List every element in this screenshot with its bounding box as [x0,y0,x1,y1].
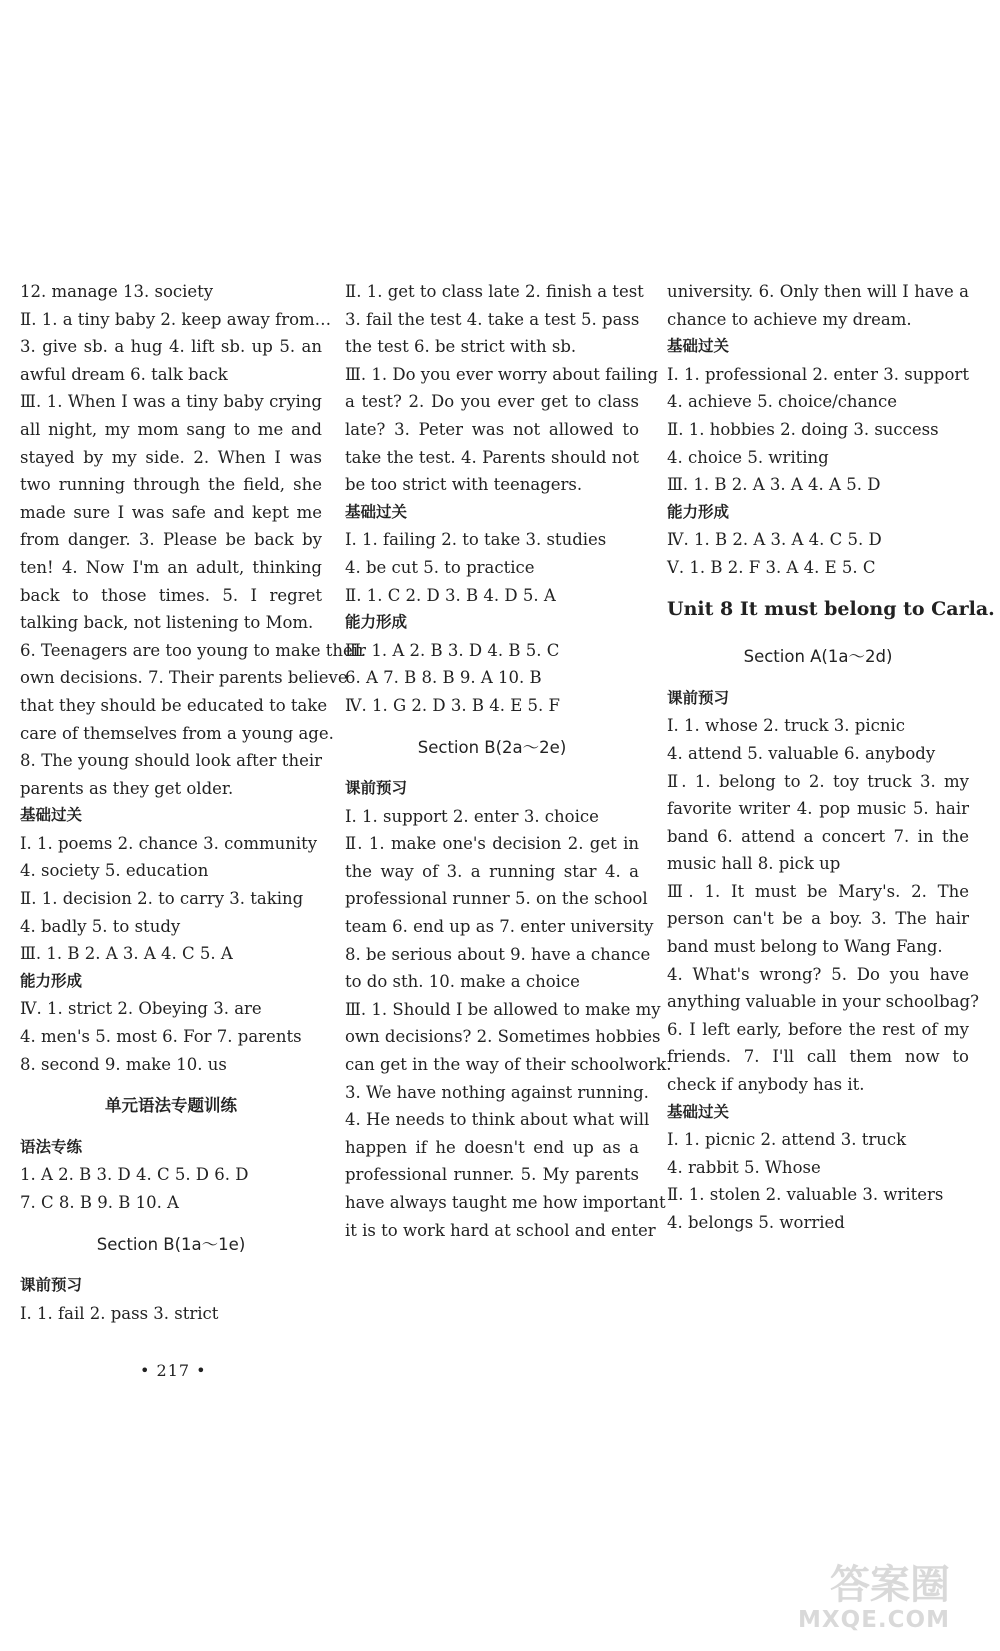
answer-line: friends. 7. I'll call them now to [667,1047,969,1067]
answer-line: 6. A 7. B 8. B 9. A 10. B [345,668,542,688]
spacer [345,761,639,775]
answer-line: stayed by my side. 2. When I was [20,447,322,467]
answer-line: all night, my mom sang to me and [20,419,322,439]
answer-line: 8. second 9. make 10. us [20,1054,227,1074]
answer-line: 3. We have nothing against running. [345,1082,649,1102]
answer-line: 4. rabbit 5. Whose [667,1157,821,1177]
section-heading: 语法专练 [20,1137,83,1156]
answer-line: Ⅱ. 1. get to class late 2. finish a test [345,282,644,301]
answer-line: band must belong to Wang Fang. [667,937,943,957]
answer-line: team 6. end up as 7. enter university [345,917,654,937]
section-title: Section B(2a～2e) [417,737,567,757]
answer-line: the test 6. be strict with sb. [345,337,577,357]
answer-line: take the test. 4. Parents should not [345,447,639,467]
section-title: 单元语法专题训练 [105,1096,237,1116]
answer-line: 4. be cut 5. to practice [345,557,535,577]
answer-line: 7. C 8. B 9. B 10. A [20,1193,179,1212]
section-heading: 课前预习 [345,779,408,798]
answer-line: 4. achieve 5. choice/chance [667,392,898,412]
answer-line: Ⅰ. 1. whose 2. truck 3. picnic [667,716,905,736]
answer-line: anything valuable in your schoolbag? [667,992,979,1012]
answer-line: happen if he doesn't end up as a [345,1137,639,1157]
answer-line: 8. be serious about 9. have a chance [345,944,651,964]
section-heading: 基础过关 [667,337,730,356]
section-heading: 基础过关 [20,806,83,825]
answer-line: 4. men's 5. most 6. For 7. parents [20,1027,302,1047]
answer-line: professional runner 5. on the school [345,889,648,909]
answer-line: care of themselves from a young age. [20,723,334,743]
answer-line: Ⅱ. 1. belong to 2. toy truck 3. my [667,771,969,791]
answer-line: Ⅱ. 1. stolen 2. valuable 3. writers [667,1185,944,1205]
answer-line: Ⅲ. 1. It must be Mary's. 2. The [667,881,969,901]
answer-line: Ⅱ. 1. decision 2. to carry 3. taking [20,889,304,909]
answer-line: ten! 4. Now I'm an adult, thinking [20,557,322,577]
spacer [20,1217,322,1231]
answer-line: 6. I left early, before the rest of my [667,1019,969,1039]
answer-line: 4. society 5. education [20,861,209,881]
answer-line: Ⅲ. 1. B 2. A 3. A 4. C 5. A [20,944,233,964]
spacer [20,1258,322,1272]
answer-line: 3. give sb. a hug 4. lift sb. up 5. an [20,337,322,357]
answer-line: chance to achieve my dream. [667,309,912,329]
answer-line: Ⅰ. 1. failing 2. to take 3. studies [345,530,607,550]
watermark-text: 答案圈 [830,1562,950,1608]
spacer [667,671,969,685]
answer-line: a test? 2. Do you ever get to class [345,392,639,412]
answer-line: Ⅰ. 1. fail 2. pass 3. strict [20,1303,219,1323]
answer-column-right [667,278,995,1237]
answer-line: be too strict with teenagers. [345,475,583,495]
answer-line: favorite writer 4. pop music 5. hair [667,799,969,819]
answer-line: Ⅰ. 1. professional 2. enter 3. support [667,364,969,384]
answer-line: own decisions? 2. Sometimes hobbies [345,1027,661,1047]
answer-line: Ⅲ. 1. B 2. A 3. A 4. A 5. D [667,475,881,495]
answer-line: Ⅲ. 1. A 2. B 3. D 4. B 5. C [345,640,560,660]
answer-line: late? 3. Peter was not allowed to [345,419,639,439]
answer-line: Ⅱ. 1. make one's decision 2. get in [345,834,639,854]
answer-line: 1. A 2. B 3. D 4. C 5. D 6. D [20,1165,249,1185]
answer-line: Ⅰ. 1. poems 2. chance 3. community [20,833,318,853]
answer-line: 12. manage 13. society [20,282,214,301]
answer-line: it is to work hard at school and enter [345,1220,656,1240]
section-title: Section B(1a～1e) [96,1234,246,1254]
answer-line: professional runner. 5. My parents [345,1165,639,1185]
answer-line: can get in the way of their schoolwork. [345,1055,672,1075]
section-heading: 基础过关 [667,1102,730,1121]
answer-line: 4. attend 5. valuable 6. anybody [667,743,936,763]
answer-line: Ⅲ. 1. Do you ever worry about failing [345,364,659,384]
answer-line: have always taught me how important [345,1193,666,1212]
answer-line: 3. fail the test 4. take a test 5. pass [345,309,640,329]
answer-line: Ⅱ. 1. a tiny baby 2. keep away from… [20,309,332,329]
answer-line: Ⅲ. 1. Should I be allowed to make my [345,999,661,1019]
answer-line: the way of 3. a running star 4. a [345,861,639,881]
section-heading: 能力形成 [667,502,730,521]
answer-line: from danger. 3. Please be back by [20,530,322,550]
section-heading: 基础过关 [345,502,408,521]
answer-line: 4. badly 5. to study [20,916,181,936]
watermark-logo [780,1563,950,1639]
answer-line: back to those times. 5. I regret [20,585,322,605]
watermark-url: MXQE.COM [798,1607,950,1633]
answer-line: 4. He needs to think about what will [345,1110,650,1130]
section-heading: 课前预习 [667,688,730,707]
spacer [20,1120,322,1134]
answer-line: 4. belongs 5. worried [667,1213,845,1232]
spacer [20,1078,322,1092]
answer-line: music hall 8. pick up [667,854,841,874]
answer-line: talking back, not listening to Mom. [20,613,314,633]
answer-line: check if anybody has it. [667,1075,865,1095]
answer-line: Ⅳ. 1. B 2. A 3. A 4. C 5. D [667,530,882,550]
spacer [667,623,969,643]
answer-line: two running through the field, she [20,475,322,495]
section-heading: 能力形成 [345,613,408,632]
answer-line: Ⅳ. 1. strict 2. Obeying 3. are [20,999,262,1019]
answer-line: Ⅴ. 1. B 2. F 3. A 4. E 5. C [667,557,876,577]
spacer [667,582,969,596]
unit-title: Unit 8 It must belong to Carla. [667,597,995,620]
answer-line: that they should be educated to take [20,695,328,715]
answer-line: made sure I was safe and kept me [20,502,322,522]
answer-column-left [20,278,366,1327]
answer-line: Ⅰ. 1. support 2. enter 3. choice [345,806,599,826]
answer-line: 4. What's wrong? 5. Do you have [667,964,969,984]
answer-line: 6. Teenagers are too young to make their [20,640,366,660]
spacer [345,720,639,734]
section-heading: 课前预习 [20,1276,83,1295]
section-title: Section A(1a～2d) [743,647,893,667]
answer-line: university. 6. Only then will I have a [667,282,969,301]
answer-line: parents as they get older. [20,778,234,798]
answer-line: to do sth. 10. make a choice [345,972,580,992]
answer-line: Ⅳ. 1. G 2. D 3. B 4. E 5. F [345,695,560,715]
answer-line: own decisions. 7. Their parents believe [20,668,348,688]
answer-line: band 6. attend a concert 7. in the [667,826,969,846]
answer-line: Ⅲ. 1. When I was a tiny baby crying [20,392,322,412]
answer-column-middle [345,278,672,1244]
answer-line: 8. The young should look after their [20,751,322,771]
answer-line: person can't be a boy. 3. The hair [667,909,969,929]
page-number: • 217 • [140,1361,207,1380]
answer-line: Ⅱ. 1. C 2. D 3. B 4. D 5. A [345,585,556,605]
answer-line: Ⅱ. 1. hobbies 2. doing 3. success [667,419,939,439]
answer-line: 4. choice 5. writing [667,447,829,467]
answer-line: Ⅰ. 1. picnic 2. attend 3. truck [667,1130,907,1150]
answer-line: awful dream 6. talk back [20,364,228,384]
section-heading: 能力形成 [20,971,83,990]
